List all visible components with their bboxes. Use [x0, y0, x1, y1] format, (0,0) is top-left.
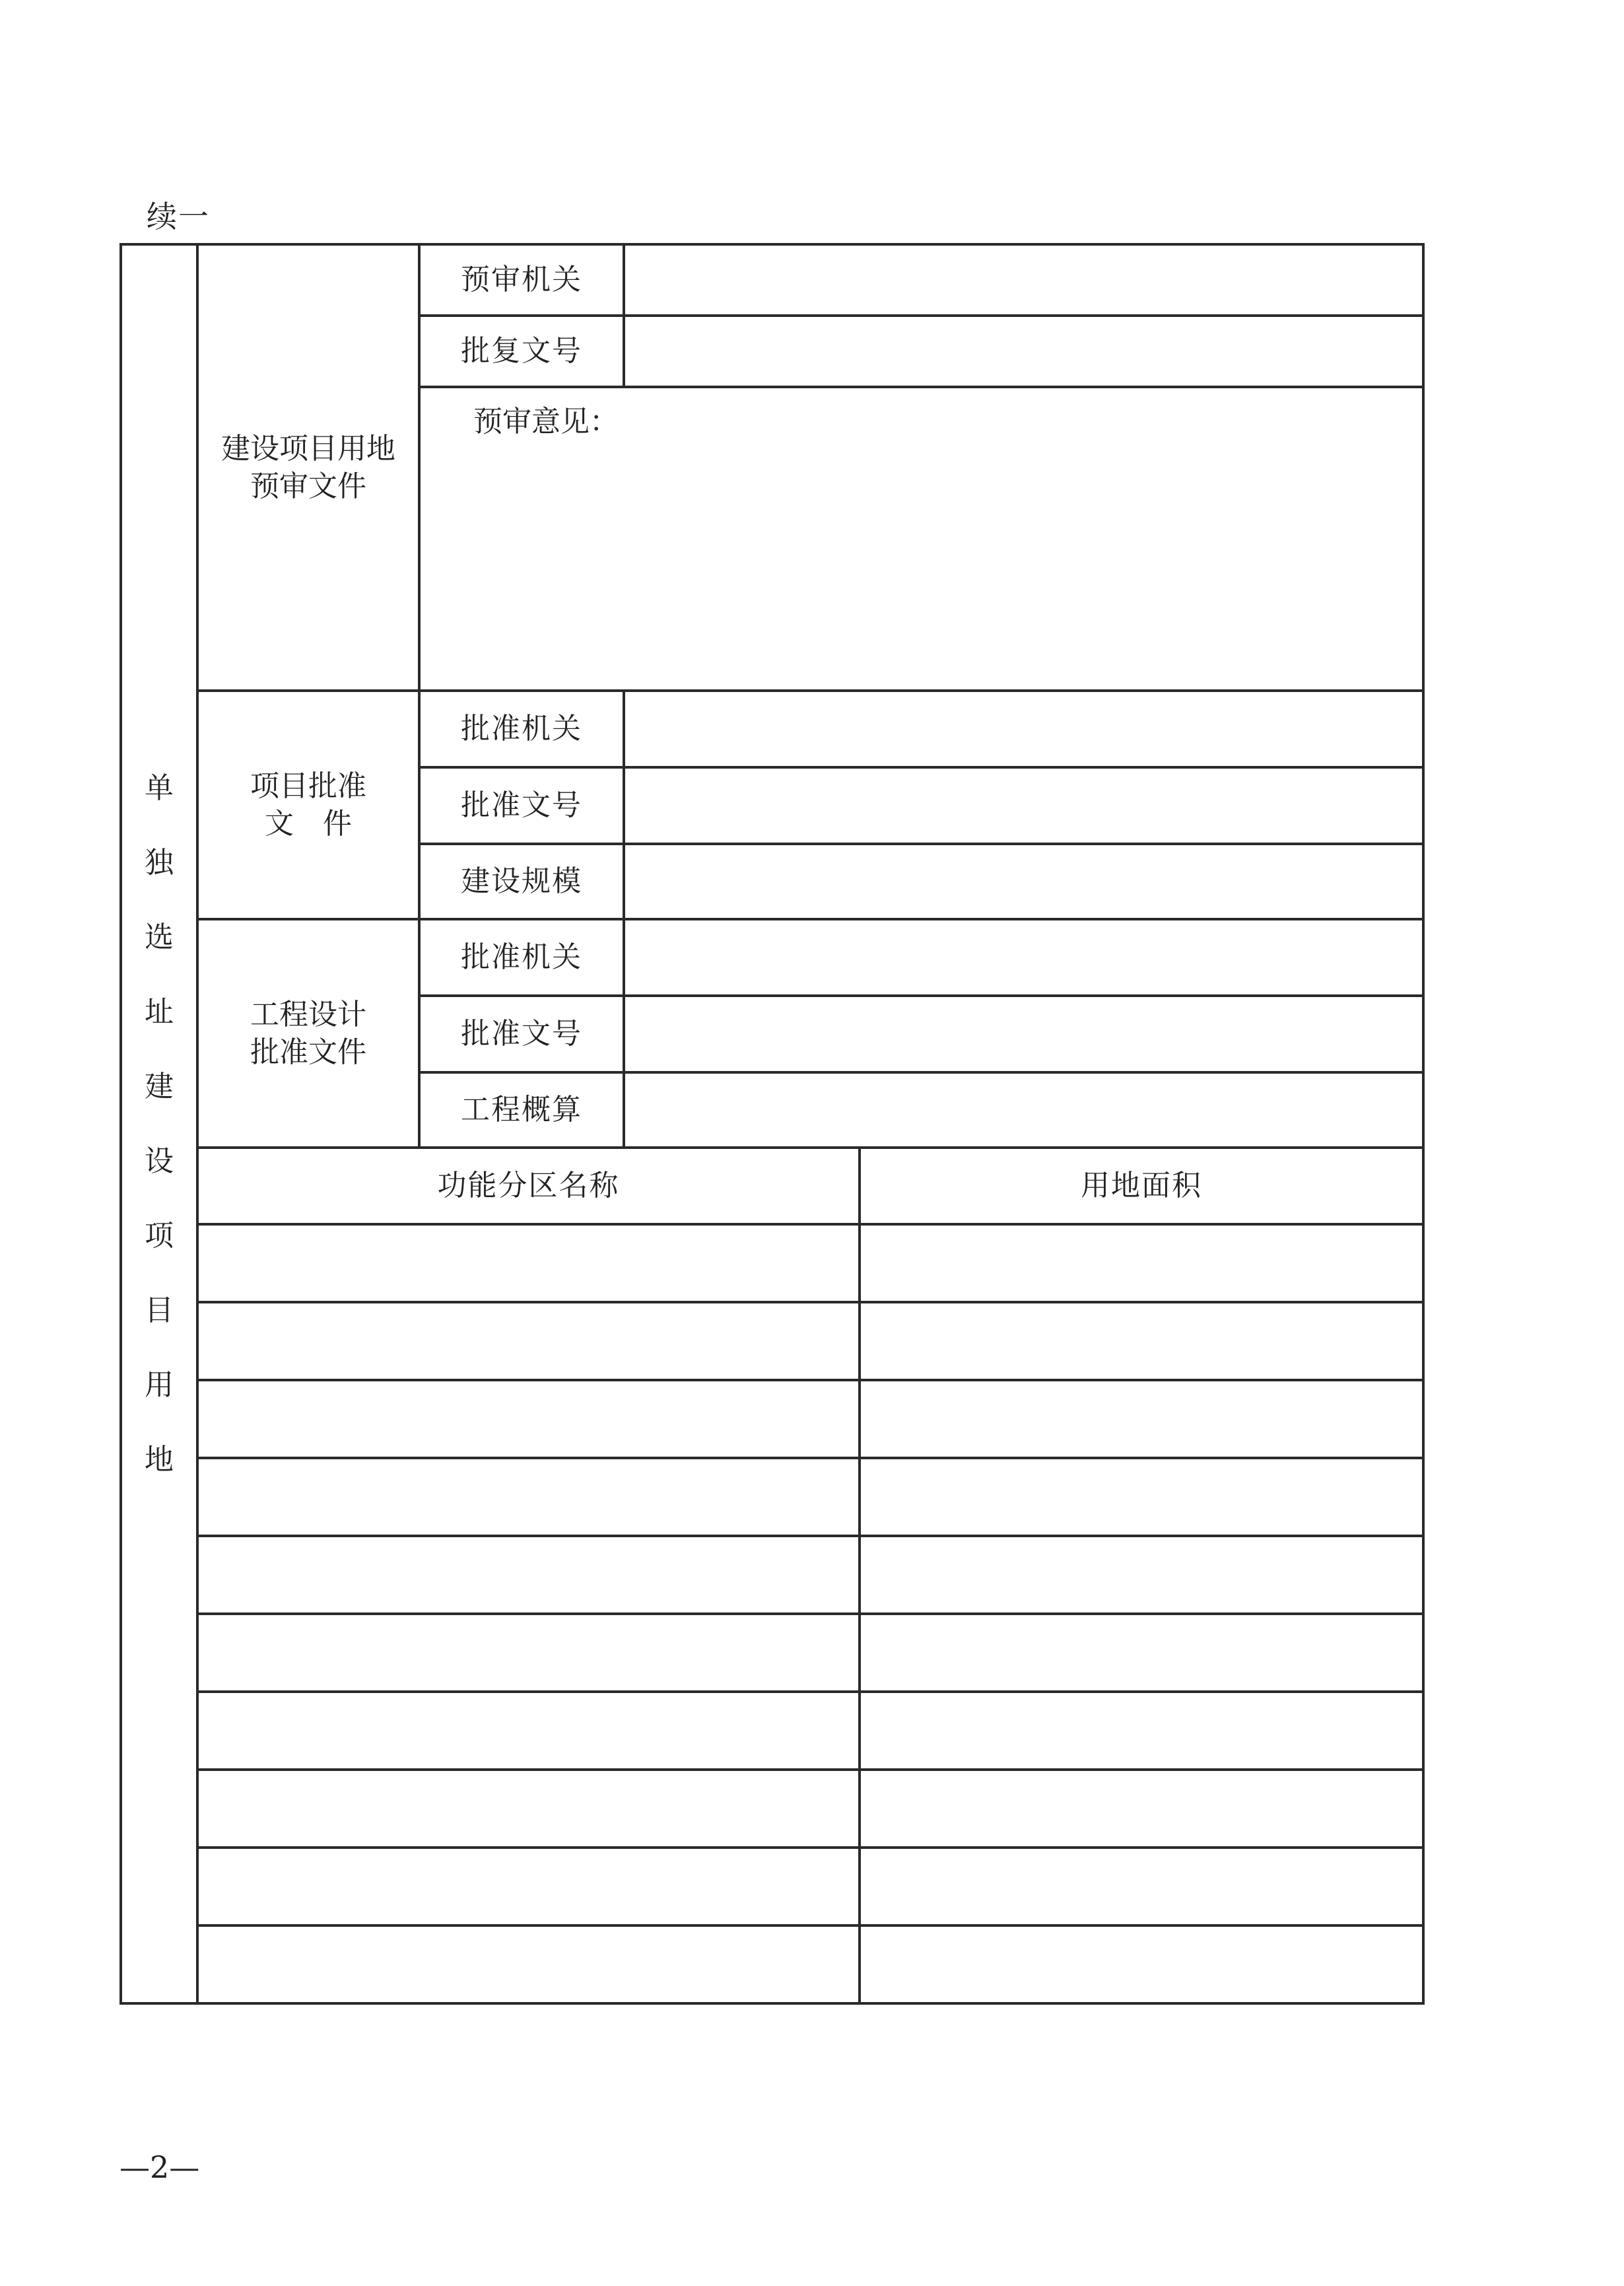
- pretrial-opinion-area[interactable]: [419, 387, 1423, 691]
- section-label-text: [122, 751, 196, 1497]
- land-area-header: 用地面积: [860, 1148, 1423, 1224]
- page-number: —2—: [119, 2149, 200, 2185]
- engineering-approval-authority-value[interactable]: [624, 919, 1423, 996]
- pretrial-group-label-line-1: 建设项目用地: [221, 431, 395, 466]
- section-label-char: 目: [145, 1294, 174, 1327]
- engineering-approval-number-label: 批准文号: [419, 996, 624, 1072]
- zone-name-cell[interactable]: [197, 1536, 860, 1614]
- section-label-char: 用: [145, 1368, 174, 1402]
- section-label-char: 独: [145, 846, 174, 880]
- zone-name-cell[interactable]: [197, 1770, 860, 1848]
- land-area-cell[interactable]: [860, 1224, 1423, 1302]
- section-label-char: 选: [145, 920, 174, 954]
- zone-name-cell[interactable]: [197, 1692, 860, 1770]
- engineering-approval-authority-label: 批准机关: [419, 919, 624, 996]
- project-approval-group-label-line-2: 文 件: [265, 807, 352, 841]
- engineering-design-group-label: [197, 919, 419, 1148]
- section-label-char: 地: [145, 1443, 174, 1476]
- land-area-cell[interactable]: [860, 1458, 1423, 1536]
- zone-name-cell[interactable]: [197, 1302, 860, 1380]
- land-area-cell[interactable]: [860, 1536, 1423, 1614]
- zone-name-cell[interactable]: [197, 1380, 860, 1458]
- zone-name-cell[interactable]: [197, 1614, 860, 1692]
- land-area-cell[interactable]: [860, 1925, 1423, 2003]
- project-construction-scale-label: 建设规模: [419, 844, 624, 919]
- zone-name-cell[interactable]: [197, 1224, 860, 1302]
- land-area-cell[interactable]: [860, 1380, 1423, 1458]
- section-label-char: 项: [145, 1219, 174, 1253]
- engineering-approval-number-value[interactable]: [624, 996, 1423, 1072]
- project-approval-authority-label: 批准机关: [419, 691, 624, 767]
- land-area-cell[interactable]: [860, 1614, 1423, 1692]
- zone-name-cell[interactable]: [197, 1925, 860, 2003]
- engineering-budget-estimate-label: 工程概算: [419, 1072, 624, 1148]
- section-label-char: 设: [145, 1144, 174, 1178]
- engineering-design-group-label-line-1: 工程设计: [250, 997, 366, 1031]
- project-construction-scale-value[interactable]: [624, 844, 1423, 919]
- pretrial-group-label: [197, 244, 419, 691]
- land-area-cell[interactable]: [860, 1692, 1423, 1770]
- engineering-budget-estimate-value[interactable]: [624, 1072, 1423, 1148]
- section-label: [121, 244, 197, 2003]
- project-approval-number-label: 批准文号: [419, 767, 624, 844]
- continued-label: 续一: [147, 199, 210, 234]
- section-label-char: 建: [145, 1070, 174, 1103]
- zone-name-cell[interactable]: [197, 1848, 860, 1925]
- pretrial-group-label-line-2: 预审文件: [250, 469, 366, 503]
- land-area-cell[interactable]: [860, 1848, 1423, 1925]
- engineering-design-group-label-line-2: 批准文件: [250, 1035, 366, 1069]
- pretrial-authority-label: 预审机关: [419, 244, 624, 316]
- land-area-cell[interactable]: [860, 1302, 1423, 1380]
- section-label-char: 单: [145, 771, 174, 805]
- land-use-form-table: [119, 243, 1425, 2005]
- section-label-char: 址: [145, 995, 174, 1029]
- project-approval-group-label: [197, 691, 419, 919]
- pretrial-reply-number-value[interactable]: [624, 316, 1423, 387]
- pretrial-authority-value[interactable]: [624, 244, 1423, 316]
- project-approval-number-value[interactable]: [624, 767, 1423, 844]
- pretrial-opinion-label: 预审意见：: [473, 405, 619, 438]
- pretrial-reply-number-label: 批复文号: [419, 316, 624, 387]
- zone-name-header: 功能分区名称: [197, 1148, 860, 1224]
- project-approval-authority-value[interactable]: [624, 691, 1423, 767]
- zone-name-cell[interactable]: [197, 1458, 860, 1536]
- project-approval-group-label-line-1: 项目批准: [250, 769, 366, 803]
- land-area-cell[interactable]: [860, 1770, 1423, 1848]
